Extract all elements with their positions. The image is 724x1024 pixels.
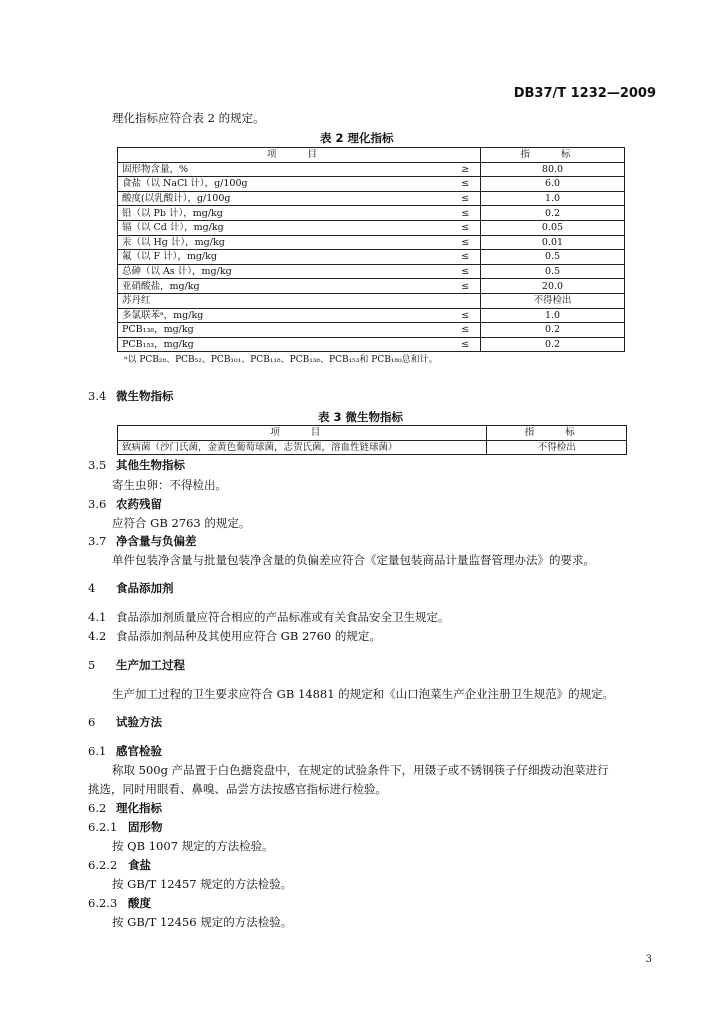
section-number: 3.7 bbox=[88, 534, 107, 548]
table2-comparator-cell: ≤ bbox=[451, 279, 481, 294]
section-text: 食品添加剂品种及其使用应符合 GB 2760 的规定。 bbox=[116, 629, 381, 643]
section-5-text: 生产加工过程的卫生要求应符合 GB 14881 的规定和《山口泡菜生产企业注册卫生规范》的规定。 bbox=[112, 687, 615, 701]
table2-item-cell: 汞（以 Hg 计），mg/kg bbox=[118, 235, 451, 250]
table-row bbox=[118, 220, 625, 235]
section-6-2-2-text: 按 GB/T 12457 规定的方法检验。 bbox=[112, 877, 293, 891]
table2-comparator-cell: ≤ bbox=[451, 235, 481, 250]
table-row bbox=[118, 293, 625, 308]
table2-value-cell: 80.0 bbox=[481, 162, 625, 177]
section-3-7-heading bbox=[88, 533, 197, 549]
section-3-7-text: 单件包装净含量与批量包装净含量的负偏差应符合《定量包装商品计量监督管理办法》的要求。 bbox=[112, 553, 595, 567]
table2-comparator-cell: ≤ bbox=[451, 177, 481, 192]
table2-item-cell: 酸度(以乳酸计），g/100g bbox=[118, 191, 451, 206]
table2-item-cell: 铅（以 Pb 计），mg/kg bbox=[118, 206, 451, 221]
table2-comparator-cell: ≥ bbox=[451, 162, 481, 177]
table2-value-cell: 1.0 bbox=[481, 308, 625, 323]
section-4-2 bbox=[88, 628, 381, 644]
document-id: DB37/T 1232—2009 bbox=[513, 86, 656, 101]
table-row bbox=[118, 191, 625, 206]
table-row bbox=[118, 323, 625, 338]
table3-item-cell: 致病菌（沙门氏菌，金黄色葡萄球菌，志贺氏菌，溶血性链球菌） bbox=[118, 440, 487, 455]
table-row bbox=[118, 250, 625, 265]
table2-comparator-cell: ≤ bbox=[451, 308, 481, 323]
table3-header-row bbox=[118, 426, 627, 441]
table2-value-cell: 0.2 bbox=[481, 337, 625, 352]
section-3-6-text: 应符合 GB 2763 的规定。 bbox=[112, 516, 251, 530]
table2-value-cell: 0.2 bbox=[481, 206, 625, 221]
table2-caption: 表 2 理化指标 bbox=[320, 131, 394, 145]
table2-value-cell: 0.5 bbox=[481, 264, 625, 279]
section-number: 4 bbox=[88, 581, 96, 595]
table2-body bbox=[118, 162, 625, 352]
intro-text: 理化指标应符合表 2 的规定。 bbox=[112, 111, 265, 125]
section-6-1-text-line1: 称取 500g 产品置于白色搪瓷盘中，在规定的试验条件下，用镊子或不锈钢筷子仔细拨动泡菜进行 bbox=[112, 763, 609, 777]
section-number: 4.1 bbox=[88, 610, 107, 624]
section-number: 6.2.1 bbox=[88, 820, 118, 834]
table-row bbox=[118, 235, 625, 250]
section-title: 固形物 bbox=[128, 820, 163, 834]
section-6-1-text-line2: 挑选，同时用眼看、鼻嗅、品尝方法按感官指标进行检验。 bbox=[88, 782, 387, 796]
section-title: 其他生物指标 bbox=[116, 458, 185, 472]
table2-value-cell: 0.05 bbox=[481, 220, 625, 235]
section-text: 食品添加剂质量应符合相应的产品标准或有关食品安全卫生规定。 bbox=[116, 610, 450, 624]
section-3-4-heading bbox=[88, 388, 174, 404]
section-title: 酸度 bbox=[128, 896, 151, 910]
section-4-heading bbox=[88, 580, 174, 596]
table3 bbox=[117, 425, 627, 455]
section-title: 食品添加剂 bbox=[116, 581, 174, 595]
table3-col-value: 指 标 bbox=[487, 426, 627, 441]
table2-item-cell: 氟（以 F 计），mg/kg bbox=[118, 250, 451, 265]
table2-item-cell: PCB₁₃₈，mg/kg bbox=[118, 323, 451, 338]
table-row bbox=[118, 279, 625, 294]
table-row bbox=[118, 162, 625, 177]
section-title: 生产加工过程 bbox=[116, 658, 185, 672]
table2-value-cell: 不得检出 bbox=[481, 293, 625, 308]
section-number: 6.1 bbox=[88, 744, 107, 758]
table-row bbox=[118, 177, 625, 192]
table2-item-cell: 固形物含量，% bbox=[118, 162, 451, 177]
table2-item-cell: 镉（以 Cd 计），mg/kg bbox=[118, 220, 451, 235]
table-row bbox=[118, 264, 625, 279]
section-title: 食盐 bbox=[128, 858, 151, 872]
table2-comparator-cell bbox=[451, 293, 481, 308]
section-6-heading bbox=[88, 714, 162, 730]
table2-col-value: 指 标 bbox=[481, 148, 625, 163]
section-3-5-text: 寄生虫卵：不得检出。 bbox=[112, 478, 227, 492]
section-3-5-heading bbox=[88, 457, 185, 473]
section-4-1 bbox=[88, 609, 450, 625]
table2-value-cell: 0.2 bbox=[481, 323, 625, 338]
table2-comparator-cell: ≤ bbox=[451, 323, 481, 338]
section-number: 3.4 bbox=[88, 389, 107, 403]
table2-comparator-cell: ≤ bbox=[451, 220, 481, 235]
table2-comparator-cell: ≤ bbox=[451, 250, 481, 265]
table2-comparator-cell: ≤ bbox=[451, 191, 481, 206]
table2-item-cell: 总砷（以 As 计），mg/kg bbox=[118, 264, 451, 279]
table2-item-cell: 食盐（以 NaCl 计），g/100g bbox=[118, 177, 451, 192]
section-number: 4.2 bbox=[88, 629, 107, 643]
table3-caption: 表 3 微生物指标 bbox=[318, 410, 404, 424]
section-6-2-3-heading bbox=[88, 895, 151, 911]
table2-value-cell: 6.0 bbox=[481, 177, 625, 192]
page-number: 3 bbox=[645, 954, 652, 965]
section-title: 微生物指标 bbox=[116, 389, 174, 403]
table2-note: ᵃ以 PCB₂₈、PCB₅₂、PCB₁₀₁、PCB₁₁₈、PCB₁₃₈、PCB₁₅₃和 PCB₁₈₀总和计。 bbox=[124, 355, 438, 365]
section-6-2-2-heading bbox=[88, 857, 151, 873]
section-number: 6 bbox=[88, 715, 96, 729]
section-number: 3.5 bbox=[88, 458, 107, 472]
table-row bbox=[118, 308, 625, 323]
table2-value-cell: 0.5 bbox=[481, 250, 625, 265]
section-6-1-heading bbox=[88, 743, 162, 759]
section-title: 净含量与负偏差 bbox=[116, 534, 197, 548]
section-number: 5 bbox=[88, 658, 96, 672]
section-number: 6.2 bbox=[88, 801, 107, 815]
section-3-6-heading bbox=[88, 496, 162, 512]
table2-comparator-cell: ≤ bbox=[451, 206, 481, 221]
table2-value-cell: 1.0 bbox=[481, 191, 625, 206]
section-title: 感官检验 bbox=[116, 744, 162, 758]
table2-comparator-cell: ≤ bbox=[451, 337, 481, 352]
section-6-2-1-text: 按 QB 1007 规定的方法检验。 bbox=[112, 839, 274, 853]
table-row bbox=[118, 337, 625, 352]
section-6-2-1-heading bbox=[88, 819, 163, 835]
table2 bbox=[117, 147, 625, 352]
section-title: 理化指标 bbox=[116, 801, 162, 815]
table-row bbox=[118, 440, 627, 455]
section-number: 6.2.2 bbox=[88, 858, 118, 872]
section-6-2-heading bbox=[88, 800, 162, 816]
section-5-heading bbox=[88, 657, 185, 673]
table3-value-cell: 不得检出 bbox=[487, 440, 627, 455]
section-number: 6.2.3 bbox=[88, 896, 118, 910]
table2-comparator-cell: ≤ bbox=[451, 264, 481, 279]
table2-col-item: 项 目 bbox=[118, 148, 481, 163]
table2-item-cell: 多氯联苯ᵃ，mg/kg bbox=[118, 308, 451, 323]
table2-item-cell: 苏丹红 bbox=[118, 293, 451, 308]
table2-value-cell: 20.0 bbox=[481, 279, 625, 294]
table2-item-cell: PCB₁₅₃，mg/kg bbox=[118, 337, 451, 352]
table3-col-item: 项 目 bbox=[118, 426, 487, 441]
section-title: 试验方法 bbox=[116, 715, 162, 729]
section-title: 农药残留 bbox=[116, 497, 162, 511]
table2-header-row bbox=[118, 148, 625, 163]
table-row bbox=[118, 206, 625, 221]
table2-item-cell: 亚硝酸盐，mg/kg bbox=[118, 279, 451, 294]
section-6-2-3-text: 按 GB/T 12456 规定的方法检验。 bbox=[112, 915, 293, 929]
table2-value-cell: 0.01 bbox=[481, 235, 625, 250]
section-number: 3.6 bbox=[88, 497, 107, 511]
